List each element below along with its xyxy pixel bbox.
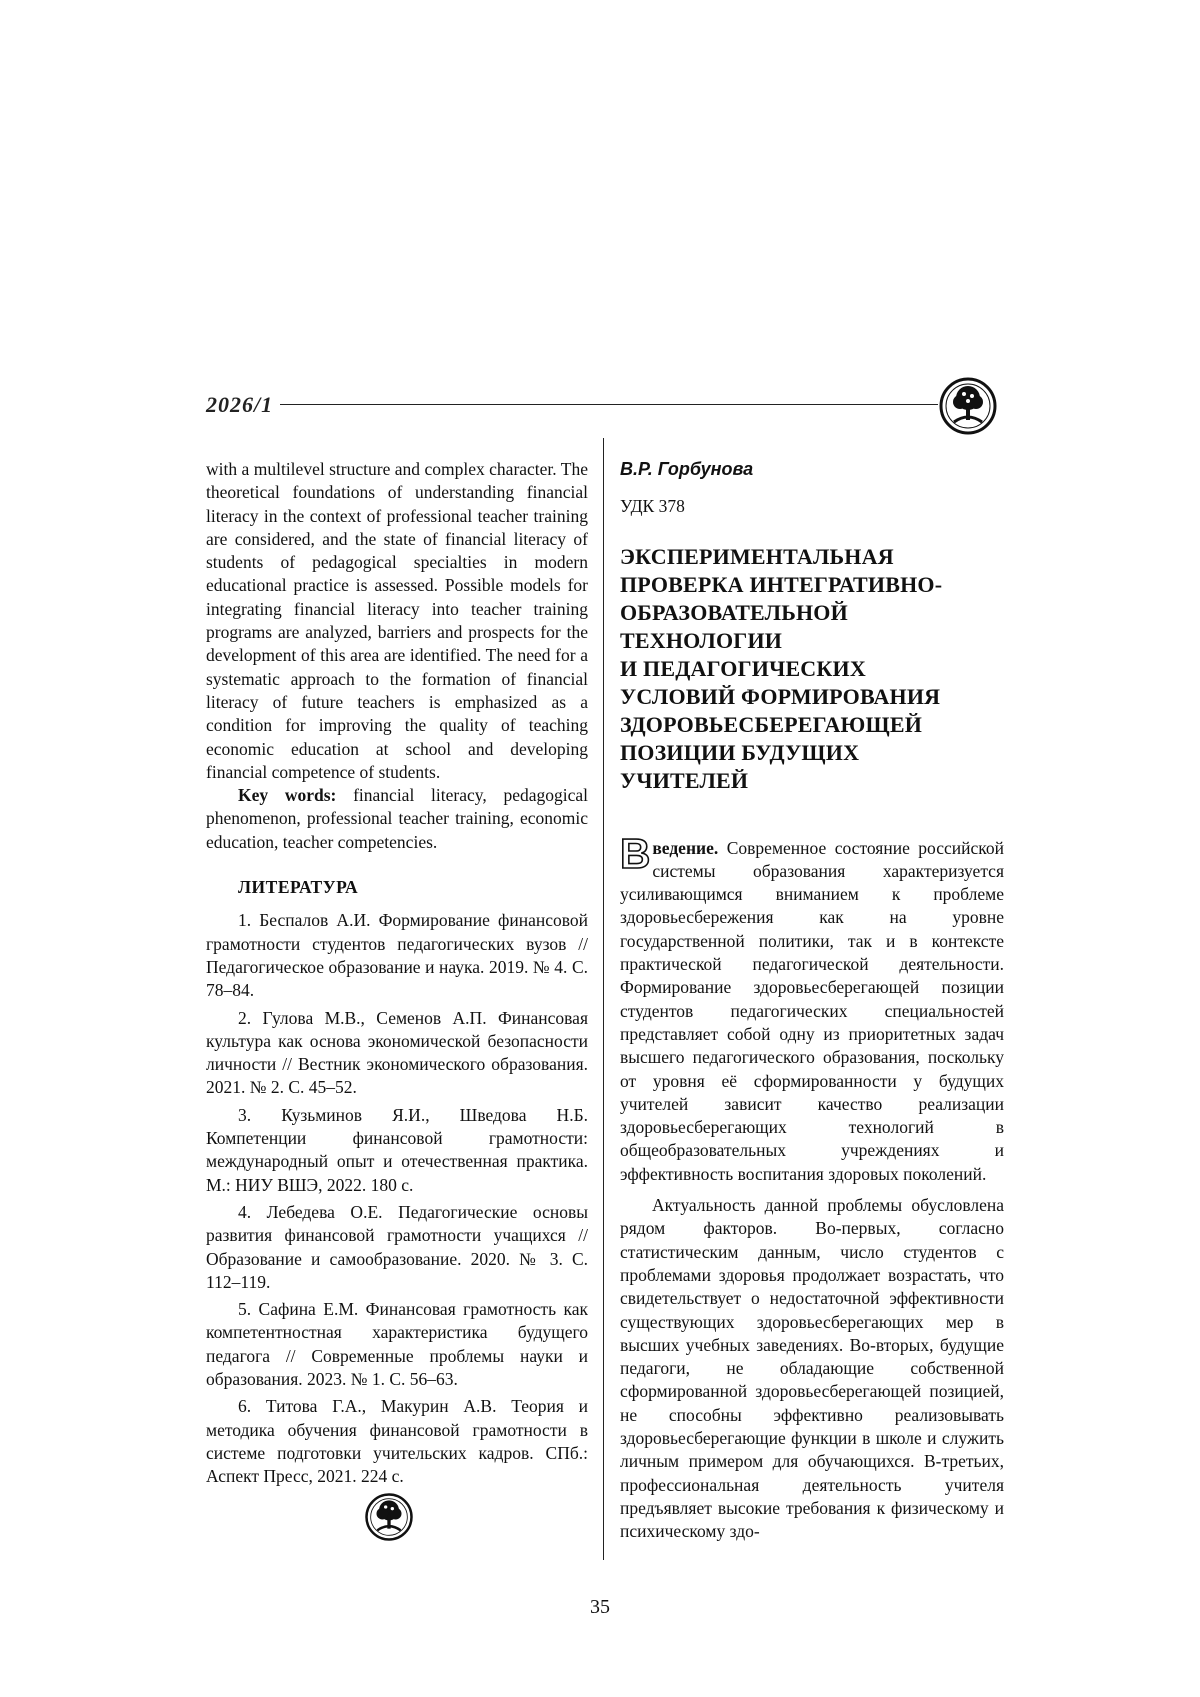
title-line: ЗДОРОВЬЕСБЕРЕГАЮЩЕЙ: [620, 711, 923, 737]
reference-item: 6. Титова Г.А., Макурин А.В. Теория и методика обучения финансовой грамотности в системе подготовки учительских кадров. СПб.: Аспект Пресс, 2021. 224 с.: [206, 1396, 588, 1487]
title-line: ПОЗИЦИИ БУДУЩИХ: [620, 739, 860, 765]
reference-item: 3. Кузьминов Я.И., Шведова Н.Б. Компетенции финансовой грамотности: международный опыт и отечественная практика. М.: НИУ ВШЭ, 2022. 180 с.: [206, 1104, 588, 1195]
reference-item: 1. Беспалов А.И. Формирование финансовой грамотности студентов педагогических вузов // Педагогическое образование и наука. 2019. № 4. С. 78–84.: [206, 910, 588, 1001]
keywords-text: financial literacy, pedagogical phenomenon, professional teacher training, economic education, teacher competencies.: [206, 785, 588, 852]
article-author: В.Р. Горбунова: [620, 459, 754, 479]
right-column: [620, 458, 1004, 1544]
title-line: ЭКСПЕРИМЕНТАЛЬНАЯ: [620, 543, 894, 569]
drop-cap: В: [620, 829, 651, 877]
reference-item: 2. Гулова М.В., Семенов А.П. Финансовая культура как основа экономической безопасности личности // Вестник экономического образования. 2021. № 2. С. 45–52.: [206, 1007, 588, 1098]
page-number: 35: [590, 1596, 610, 1618]
literature-title: ЛИТЕРАТУРА: [238, 877, 359, 898]
keywords: [206, 784, 588, 854]
intro-lead: ведение.: [652, 837, 719, 858]
journal-issue-number: 2026/1: [206, 392, 274, 417]
title-line: И ПЕДАГОГИЧЕСКИХ: [620, 655, 866, 681]
article-title: [620, 543, 1004, 795]
introduction-paragraph: [620, 829, 1005, 1186]
title-line: УСЛОВИЙ ФОРМИРОВАНИЯ: [620, 683, 941, 709]
reference-item: 4. Лебедева О.Е. Педагогические основы развития финансовой грамотности учащихся // Образование и самообразование. 2020. № 3. С. 112–119.: [206, 1201, 588, 1292]
keywords-label: Key words:: [238, 785, 337, 806]
column-divider: [603, 438, 604, 1560]
header-rule: [280, 404, 938, 405]
tree-emblem-icon: [364, 1492, 414, 1542]
abstract-text: with a multilevel structure and complex character. The theoretical foundations of understanding financial literacy in the context of professional teacher training are considered, and the state of financial literacy of students of pedagogical specialties in modern educational practice is assessed. Possible models for integrating financial literacy into teacher training programs are analyzed, barriers and prospects for the development of this area are identified. The need for a systematic approach to the formation of financial literacy of future teachers is emphasized as a condition for improving the quality of teaching economic education at school and developing financial competence of students.: [206, 459, 588, 782]
body-paragraph: Актуальность данной проблемы обусловлена рядом факторов. Во-первых, согласно статистическим данным, число студентов с проблемами здоровья продолжает возрастать, что свидетельствует о недостаточной эффективности существующих здоровьесберегающих мер в высших учебных заведениях. Во-вторых, будущие педагоги, не обладающие собственной сформированной здоровьесберегающей позицией, не способны эффективно реализовывать здоровьесберегающие функции в школе и служить личным примером для обучающихся. В-третьих, профессиональная деятельность учителя предъявляет высокие требования к физическому и психическому здо-: [620, 1195, 1004, 1542]
udk-code: УДК 378: [620, 496, 685, 517]
title-line: ПРОВЕРКА ИНТЕГРАТИВНО-: [620, 571, 943, 597]
title-line: ТЕХНОЛОГИИ: [620, 627, 783, 653]
reference-item: 5. Сафина Е.М. Финансовая грамотность как компетентностная характеристика будущего педагога // Современные проблемы науки и образования. 2023. № 1. С. 56–63.: [206, 1299, 588, 1389]
title-line: ОБРАЗОВАТЕЛЬНОЙ: [620, 599, 848, 625]
left-column: [206, 458, 588, 1492]
tree-emblem-icon: [938, 376, 998, 436]
intro-text: Современное состояние российской системы образования характеризуется усиливающимся вниманием к проблеме здоровьесбережения как на уровне государственной политики, так и в контексте практической педагогической деятельности. Формирование здоровьесберегающей позиции студентов педагогических специальностей представляет собой одну из приоритетных задач высшего педагогического образования, поскольку от уровня её сформированности у будущих учителей зависит качество реализации здоровьесберегающих технологий в общеобразовательных учреждениях и эффективность воспитания здоровых поколений.: [620, 837, 1005, 1184]
title-line: УЧИТЕЛЕЙ: [620, 767, 749, 793]
running-header: [206, 384, 998, 440]
